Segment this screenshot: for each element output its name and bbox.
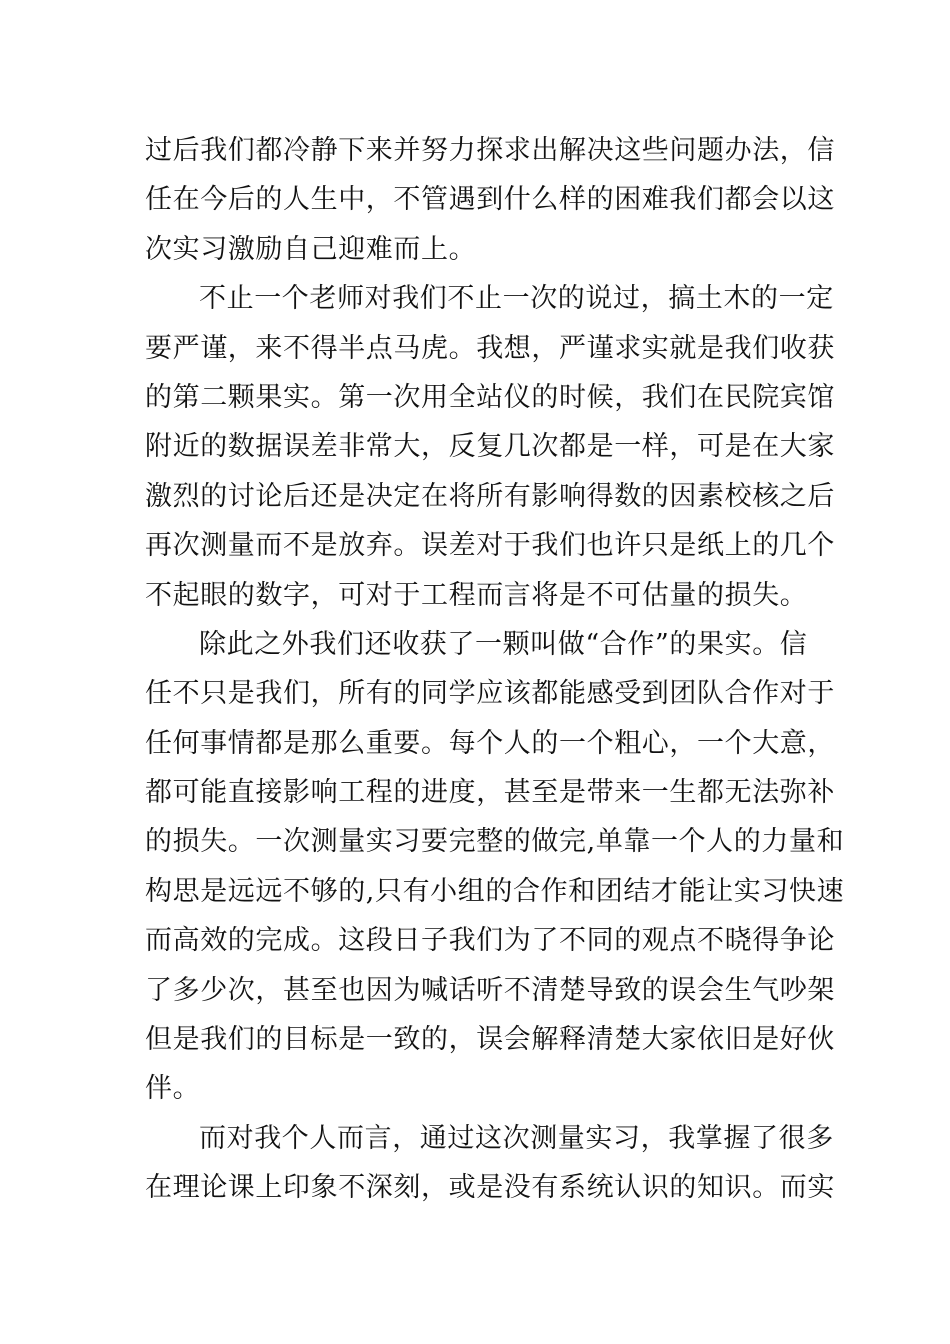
text-line: 都可能直接影响工程的进度，甚至是带来一生都无法弥补 xyxy=(145,777,835,809)
text-line: 在理论课上印象不深刻，或是没有系统认识的知识。而实 xyxy=(145,1172,835,1204)
text-line: 的第二颗果实。第一次用全站仪的时候，我们在民院宾馆 xyxy=(145,381,835,413)
text-line: 构思是远远不够的,只有小组的合作和团结才能让实习快速 xyxy=(145,875,845,907)
text-line: 任不只是我们，所有的同学应该都能感受到团队合作对于 xyxy=(145,678,835,710)
text-line: 伴。 xyxy=(145,1073,201,1105)
text-line: 的损失。一次测量实习要完整的做完,单靠一个人的力量和 xyxy=(145,826,845,858)
text-line: 而高效的完成。这段日子我们为了不同的观点不晓得争论 xyxy=(145,925,835,957)
text-line: 次实习激励自己迎难而上。 xyxy=(145,233,477,265)
text-line: 不起眼的数字，可对于工程而言将是不可估量的损失。 xyxy=(145,579,808,611)
text-line: 任何事情都是那么重要。每个人的一个粗心，一个大意， xyxy=(145,727,835,759)
text-line: 过后我们都冷静下来并努力探求出解决这些问题办法，信 xyxy=(145,135,835,166)
text-line: 激烈的讨论后还是决定在将所有影响得数的因素校核之后 xyxy=(145,480,835,512)
text-line: 要严谨，来不得半点马虎。我想，严谨求实就是我们收获 xyxy=(145,332,835,364)
text-line: 但是我们的目标是一致的，误会解释清楚大家依旧是好伙 xyxy=(145,1024,835,1056)
paragraph-first-line: 除此之外我们还收获了一颗叫做“合作”的果实。信 xyxy=(199,628,808,660)
text-line: 任在今后的人生中，不管遇到什么样的困难我们都会以这 xyxy=(145,184,835,216)
text-line: 了多少次，甚至也因为喊话听不清楚导致的误会生气吵架 xyxy=(145,974,835,1006)
paragraph-first-line: 不止一个老师对我们不止一次的说过，搞土木的一定 xyxy=(199,283,834,315)
text-line: 附近的数据误差非常大，反复几次都是一样，可是在大家 xyxy=(145,431,835,463)
paragraph-first-line: 而对我个人而言，通过这次测量实习，我掌握了很多 xyxy=(199,1122,834,1154)
body-text xyxy=(145,126,845,1213)
text-line: 再次测量而不是放弃。误差对于我们也许只是纸上的几个 xyxy=(145,530,835,562)
